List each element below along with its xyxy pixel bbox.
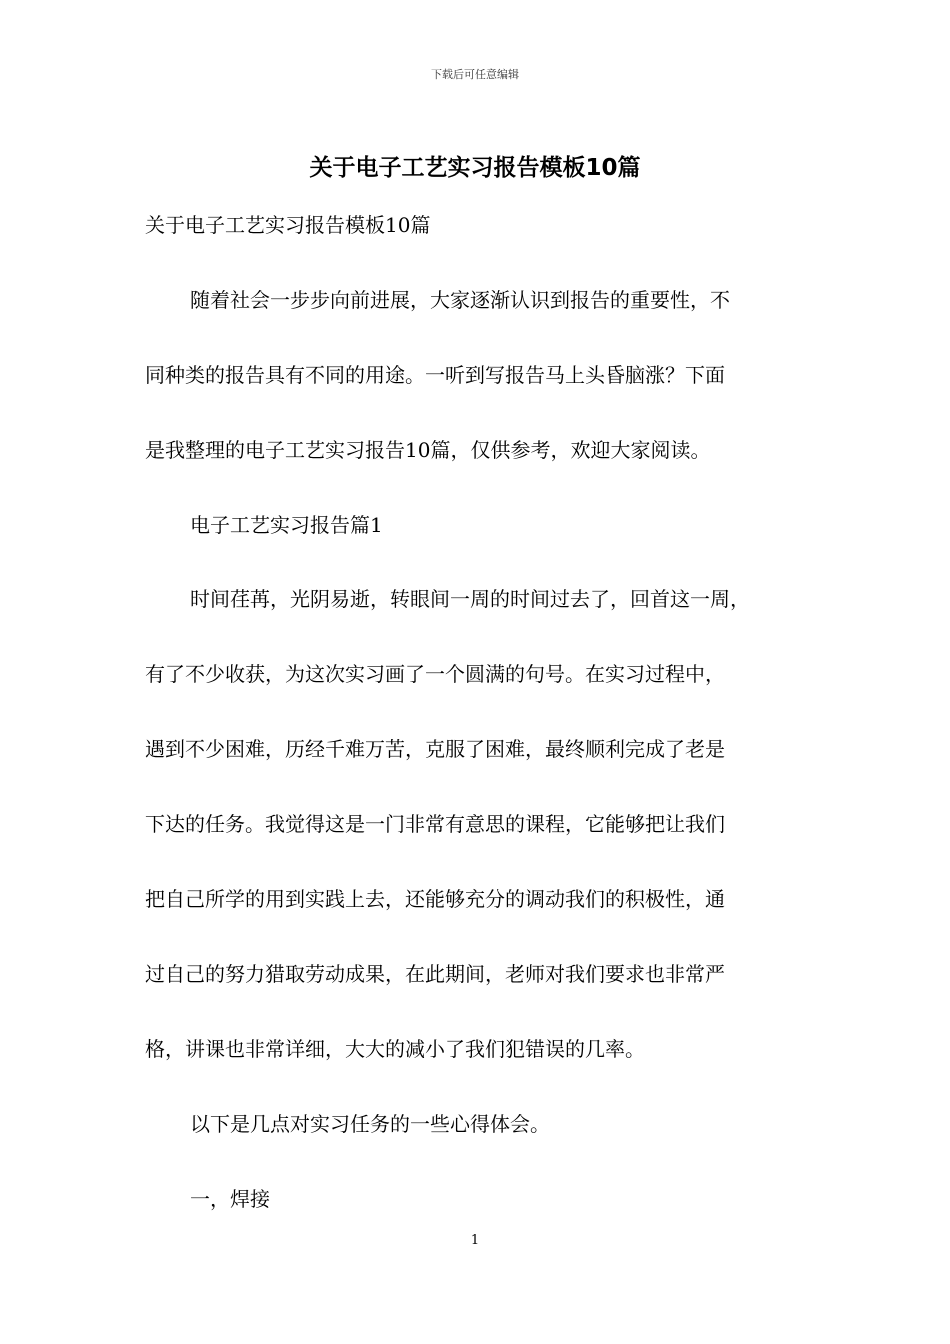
paragraph-line: 同种类的报告具有不同的用途。一听到写报告马上头昏脑涨？下面 [145, 363, 725, 387]
paragraph-line: 是我整理的电子工艺实习报告10篇，仅供参考，欢迎大家阅读。 [145, 438, 711, 462]
paragraph-line: 下达的任务。我觉得这是一门非常有意思的课程，它能够把让我们 [145, 812, 725, 836]
paragraph-line: 过自己的努力猎取劳动成果，在此期间，老师对我们要求也非常严 [145, 962, 725, 986]
document-title: 关于电子工艺实习报告模板10篇 [309, 155, 641, 181]
page-number: 1 [470, 1233, 480, 1248]
paragraph-line: 以下是几点对实习任务的一些心得体会。 [190, 1112, 550, 1136]
paragraph-line: 时间荏苒，光阴易逝，转眼间一周的时间过去了，回首这一周， [190, 587, 750, 611]
header-note: 下载后可任意编辑 [431, 68, 519, 81]
subtitle-line: 关于电子工艺实习报告模板10篇 [145, 213, 431, 237]
subsection-heading: 一，焊接 [190, 1187, 270, 1211]
paragraph-line: 随着社会一步步向前进展，大家逐渐认识到报告的重要性，不 [190, 288, 730, 312]
paragraph-line: 遇到不少困难，历经千难万苦，克服了困难，最终顺利完成了老是 [145, 737, 725, 761]
paragraph-line: 把自己所学的用到实践上去，还能够充分的调动我们的积极性，通 [145, 887, 725, 911]
paragraph-line: 有了不少收获，为这次实习画了一个圆满的句号。在实习过程中， [145, 662, 725, 686]
section-heading: 电子工艺实习报告篇1 [190, 513, 383, 537]
paragraph-line: 格，讲课也非常详细，大大的减小了我们犯错误的几率。 [145, 1037, 645, 1061]
